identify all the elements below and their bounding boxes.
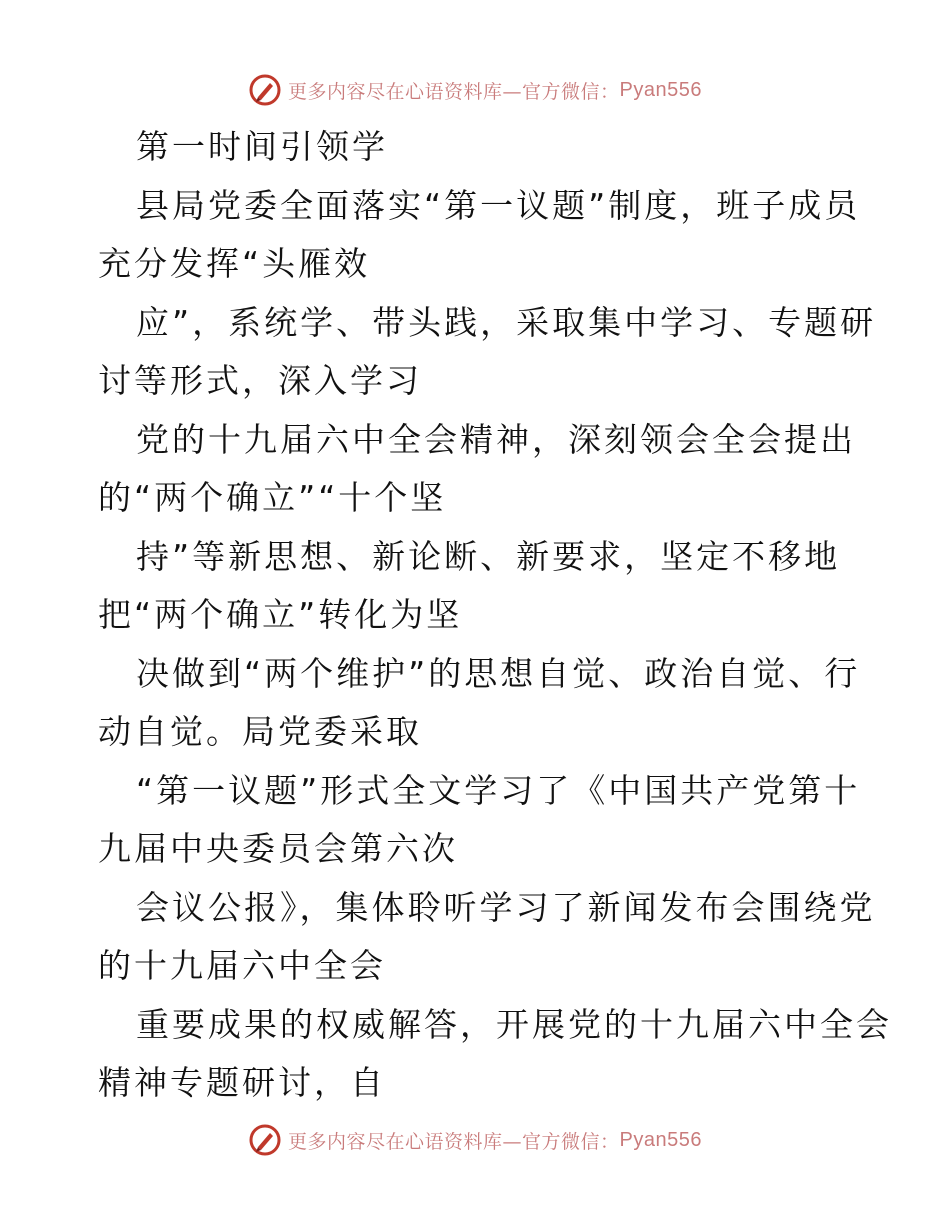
text-line: 党的十九届六中全会精神，深刻领会全会提出 [136,419,856,459]
header-watermark [0,70,950,110]
text-line: 充分发挥“头雁效 [98,244,371,283]
text-line: 把“两个确立”转化为坚 [98,595,463,634]
document-body [98,118,892,1113]
text-line: 九届中央委员会第六次 [98,829,458,868]
text-line: 精神专题研讨，自 [98,1063,386,1102]
text-line: 持”等新思想、新论断、新要求，坚定不移地 [136,536,841,576]
text-line: 县局党委全面落实“第一议题”制度，班子成员 [136,185,861,225]
text-line: 应”，系统学、带头践，采取集中学习、专题研 [136,302,877,342]
text-line: 重要成果的权威解答，开展党的十九届六中全会 [136,1004,892,1044]
text-line: 第一时间引领学 [136,127,388,166]
text-line: 会议公报》，集体聆听学习了新闻发布会围绕党 [136,887,876,927]
watermark-id: Pyan556 [619,78,702,101]
pen-logo-icon [248,73,282,107]
text-line: 讨等形式，深入学习 [98,361,422,400]
watermark-text: 更多内容尽在心语资料库—官方微信： [288,80,620,103]
text-line: 的十九届六中全会 [98,946,386,985]
text-line: “第一议题”形式全文学习了《中国共产党第十 [136,770,861,810]
watermark-id: Pyan556 [619,1128,702,1151]
watermark-text: 更多内容尽在心语资料库—官方微信： [288,1130,620,1153]
text-line: 的“两个确立”“十个坚 [98,478,447,517]
footer-watermark [0,1120,950,1160]
pen-logo-icon [248,1123,282,1157]
text-line: 决做到“两个维护”的思想自觉、政治自觉、行 [136,653,861,693]
text-line: 动自觉。局党委采取 [98,712,422,751]
